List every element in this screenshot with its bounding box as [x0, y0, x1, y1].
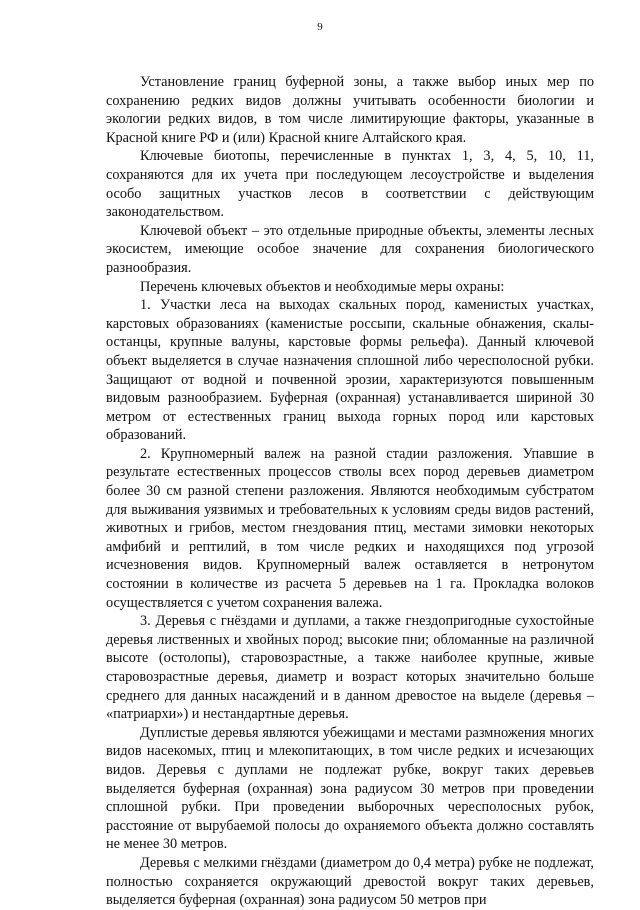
paragraph-item-3-nest-trees: 3. Деревья с гнёздами и дуплами, а также гнездопригодные сухостойные деревья лиственных и хвойных пород; высокие пни; обломанные на различной высоте (остолопы), старовозрастные, а также наиболее крупные, живые старовозрастные деревья, диаметр и возраст которых значительно больше среднего для данных насаждений и в данном древостое на выделе (деревья – «патриархи») и нестандартные деревья.: [106, 613, 594, 723]
paragraph-buffer-zone: Установление границ буферной зоны, а также выбор иных мер по сохранению редких видов должны учитывать особенности биологии и экологии редких видов, в том числе лимитирующие факторы, указанные в Красной книге РФ и (или) Красной книге Алтайского края.: [106, 74, 594, 146]
paragraph-key-biotopes: Ключевые биотопы, перечисленные в пунктах 1, 3, 4, 5, 10, 11, сохраняются для их учета при последующем лесоустройстве и выделения особо защитных участков лесов в соответствии с действующим законодательством.: [106, 148, 594, 221]
paragraph-list-intro: Перечень ключевых объектов и необходимые меры охраны:: [140, 278, 505, 295]
body-text: [106, 73, 594, 910]
paragraph-hollow-trees: Дуплистые деревья являются убежищами и местами размножения многих видов насекомых, птиц и млекопитающих, в том числе редких и исчезающих видов. Деревья с дуплами не подлежат рубке, вокруг таких деревьев выделяется буферная (охранная) зона радиусом 30 метров при проведении сплошной рубки. При проведении выборочных чересполосных рубок, расстояние от вырубаемой полосы до охраняемого объекта должно составлять не менее 30 метров.: [106, 724, 594, 853]
paragraph-key-object-definition: Ключевой объект – это отдельные природные объекты, элементы лесных экосистем, имеющие особое значение для сохранения биологического разнообразия.: [106, 222, 594, 276]
paragraph-item-1-rock-outcrops: 1. Участки леса на выходах скальных пород, каменистых участках, карстовых образованиях (каменистые россыпи, скальные обнажения, скалы-останцы, крупные валуны, карстовые формы рельефа). Данный ключевой объект выделяется в случае назначения сплошной либо чересполосной рубки. Защищают от водной и почвенной эрозии, характеризуются повышенным видовым разнообразием. Буферная (охранная) устанавливается шириной 30 метром от естественных границ выхода горных пород или карстовых образований.: [106, 297, 594, 444]
page-number: 9: [317, 21, 323, 33]
paragraph-item-2-deadwood: 2. Крупномерный валеж на разной стадии разложения. Упавшие в результате естественных процессов стволы всех пород деревьев диаметром более 30 см разной степени разложения. Являются необходимым субстратом для выживания уязвимых и требовательных к условиям среды видов растений, животных и грибов, местом гнездования птиц, местами зимовки некоторых амфибий и рептилий, в том числе редких и находящихся под угрозой исчезновения видов. Крупномерный валеж оставляется в нетронутом состоянии в количестве из расчета 5 деревьев на 1 га. Прокладка волоков осуществляется с учетом сохранения валежа.: [106, 445, 594, 611]
paragraph-small-nest-trees: Деревья с мелкими гнёздами (диаметром до 0,4 метра) рубке не подлежат, полностью сохраняется окружающий древостой вокруг таких деревьев, выделяется буферная (охранная) зона радиусом 50 метров при: [106, 854, 594, 909]
